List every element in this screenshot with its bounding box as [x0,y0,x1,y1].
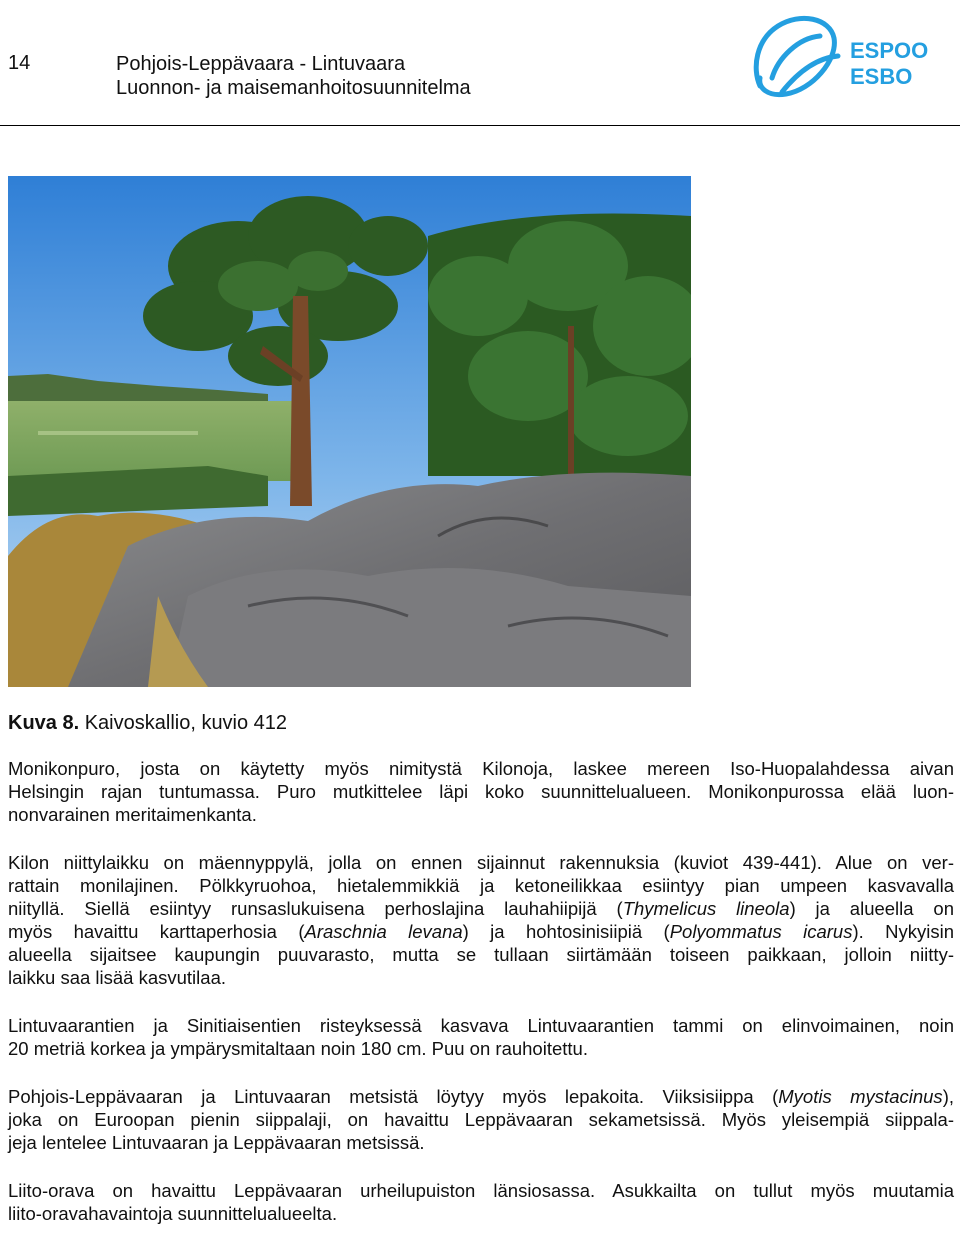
text-line [8,780,954,803]
logo-text-fi: ESPOO [850,38,929,63]
figure-caption-label: Kuva 8. [8,712,80,734]
text-line [8,1108,954,1131]
body-text [8,757,954,1250]
text-line [8,943,954,966]
text-line [8,851,954,874]
text-line [8,1014,954,1037]
text-line [8,1037,954,1060]
text-run: ). Nykyisin [852,921,955,942]
header-rule [0,125,960,126]
text-line [8,966,954,989]
text-run: ) ja hohtosinisiipiä ( [462,921,670,942]
text-line [8,920,954,943]
text-run: niityllä. Siellä esiintyy runsaslukuisena perhoslajina lauhahiipijä ( [8,898,623,919]
logo-text-sv: ESBO [850,64,913,89]
text-line [8,897,954,920]
landscape-photo [8,176,691,687]
text-run: Lintuvaarantien ja Sinitiaisentien risteyksessä kasvava Lintuvaarantien tammi on elinvoimainen, noin [8,1015,954,1036]
text-run: ), [942,1086,954,1107]
page-header [0,0,960,126]
species-name: Myotis mystacinus [778,1086,943,1107]
text-run: Helsingin rajan tuntumassa. Puro mutkittelee läpi koko suunnittelualueen. Monikonpurossa elää luon- [8,781,954,802]
paragraph [8,1014,954,1060]
text-run: ) ja alueella on [789,898,954,919]
page-number: 14 [8,52,31,74]
text-run: Pohjois-Leppävaaran ja Lintuvaaran metsistä löytyy myös lepakoita. Viiksisiippa ( [8,1086,779,1107]
text-run: Monikonpuro, josta on käytetty myös nimitystä Kilonoja, laskee mereen Iso-Huopalahdessa aivan [8,758,954,779]
text-run: alueella sijaitsee kaupungin puuvarasto, mutta se tullaan siirtämään toiseen paikkaan, jolloin niitty- [8,944,954,965]
figure-caption [8,712,287,735]
paragraph [8,757,954,826]
text-line [8,1202,954,1225]
text-run: myös havaittu karttaperhosia ( [8,921,305,942]
text-line [8,803,954,826]
text-line [8,757,954,780]
text-run: nonvarainen meritaimenkanta. [8,804,257,825]
text-run: joka on Euroopan pienin siippalaji, on havaittu Leppävaaran sekametsissä. Myös yleisempiä siippala- [8,1109,954,1130]
species-name: Polyommatus icarus [669,921,853,942]
paragraph [8,1179,954,1225]
text-run: rattain monilajinen. Pölkkyruohoa, hietalemmikkiä ja ketoneilikkaa esiintyy pian umpeen kasvavalla [8,875,954,896]
document-title-line1: Pohjois-Leppävaara - Lintuvaara [116,53,406,75]
rock-outcrop-with-pines-image [8,176,691,687]
paragraph [8,851,954,989]
text-run: Kilon niittylaikku on mäennyppylä, jolla on ennen sijainnut rakennuksia (kuviot 439-441). Alue on ver- [8,852,954,873]
text-run: Liito-orava on havaittu Leppävaaran urheilupuiston länsiosassa. Asukkailta on tullut myös muutamia [8,1180,954,1201]
paragraph [8,1085,954,1154]
document-title-line2: Luonnon- ja maisemanhoitosuunnitelma [116,77,471,99]
text-line [8,1085,954,1108]
text-run: laikku saa lisää kasvutilaa. [8,967,226,988]
text-line [8,1131,954,1154]
species-name: Araschnia levana [304,921,463,942]
espoo-logo [742,8,952,108]
figure-caption-text: Kaivoskallio, kuvio 412 [84,712,288,734]
document-title [116,52,471,100]
text-run: jeja lentelee Lintuvaaran ja Leppävaaran metsissä. [8,1132,425,1153]
text-line [8,874,954,897]
text-line [8,1179,954,1202]
species-name: Thymelicus lineola [622,898,790,919]
text-run: liito-oravahavaintoja suunnittelualueelta. [8,1203,338,1224]
text-run: 20 metriä korkea ja ympärysmitaltaan noin 180 cm. Puu on rauhoitettu. [8,1038,588,1059]
